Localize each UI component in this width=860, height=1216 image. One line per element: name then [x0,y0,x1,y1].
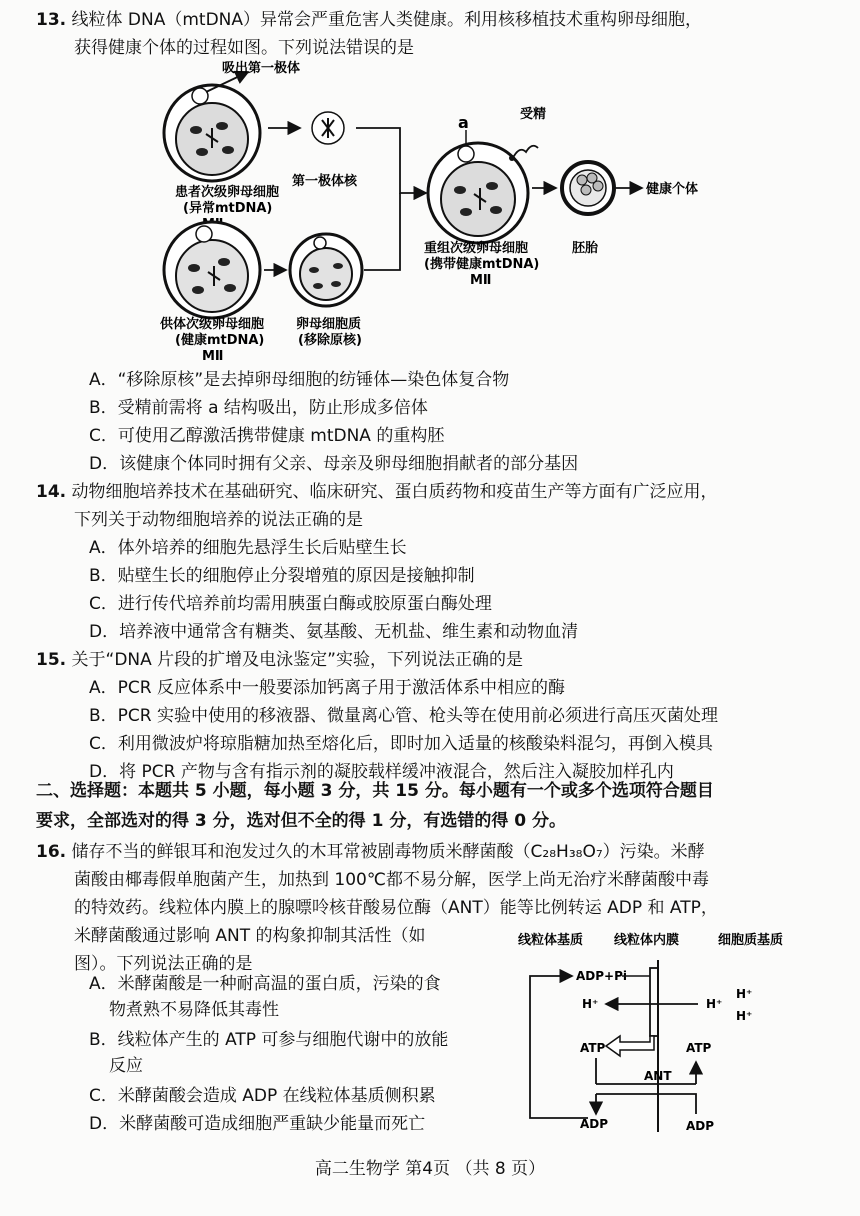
q16-stem [36,838,836,922]
q15-option-c: C．利用微波炉将琼脂糖加热至熔化后，即时加入适量的核酸染料混匀，再倒入模具 [89,734,713,754]
label-fertilize: 受精 [520,107,547,122]
q16-option-b: B．线粒体产生的 ATP 可参与细胞代谢中的放能 [89,1030,449,1050]
q16-stem-line4: 米酵菌酸通过影响 ANT 的构象抑制其活性（如 [74,926,426,946]
label-recon-3: MⅡ [470,273,492,288]
patient-oocyte-cell [164,85,260,181]
q15-option-b: B．PCR 实验中使用的移液器、微量离心管、枪头等在使用前必须进行高压灭菌处理 [89,706,718,726]
q15-option-d: D．将 PCR 产物与含有指示剂的凝胶载样缓冲液混合，然后注入凝胶加样孔内 [89,762,674,782]
cytoplasm-cell [290,234,362,306]
q15-option-a: A．PCR 反应体系中一般要添加钙离子用于激活体系中相应的酶 [89,678,565,698]
atp-synthase-channel [650,968,658,1036]
q16-figure [500,918,820,1140]
label-h-left: H⁺ [582,997,599,1011]
q13-option-b: B．受精前需将 a 结构吸出，防止形成多倍体 [89,398,428,418]
label-atp-left: ATP [580,1041,606,1055]
label-patient-1: 患者次级卵母细胞 [175,185,280,200]
q16-option-c: C．米酵菌酸会造成 ADP 在线粒体基质侧积累 [89,1086,436,1106]
label-adp-right: ADP [686,1119,715,1133]
label-healthy: 健康个体 [646,182,699,197]
label-embryo: 胚胎 [572,241,599,256]
label-a: a [458,113,469,132]
polar-body-nucleus [312,112,344,144]
label-donor-3: MⅡ [202,349,224,362]
q14-option-a: A．体外培养的细胞先悬浮生长后贴壁生长 [89,538,407,558]
label-polar-nucleus: 第一极体核 [292,174,358,189]
q13-stem-line2: 获得健康个体的过程如图。下列说法错误的是 [74,38,414,58]
label-donor-2: (健康mtDNA) [175,333,265,348]
label-h-right-1: H⁺ [736,987,753,1001]
q13-option-a: A．“移除原核”是去掉卵母细胞的纺锤体—染色体复合物 [89,370,510,390]
q16-option-a-cont: 物煮熟不易降低其毒性 [109,1000,279,1020]
label-adp-pi: ADP+Pi [576,969,628,983]
q14-stem-line2: 下列关于动物细胞培养的说法正确的是 [74,510,363,530]
q13-option-d: D．该健康个体同时拥有父亲、母亲及卵母细胞捐献者的部分基因 [89,454,579,474]
q13-number: 13. [36,10,67,30]
embryo-cell [562,162,614,214]
q14-number: 14. [36,482,67,502]
q16-option-d: D．米酵菌酸可造成细胞严重缺少能量而死亡 [89,1114,426,1134]
label-cyto-2: (移除原核) [298,333,362,348]
q15-number: 15. [36,650,67,670]
synthesis-arrow [606,1036,654,1056]
label-atp-right: ATP [686,1041,712,1055]
q16-stem-line2: 菌酸由椰毒假单胞菌产生，加热到 100℃都不易分解，医学上尚无治疗米酵菌酸中毒 [74,870,709,890]
label-recon-1: 重组次级卵母细胞 [424,241,529,256]
page-footer: 高二生物学 第4页 （共 8 页） [314,1159,546,1179]
q14-option-b: B．贴壁生长的细胞停止分裂增殖的原因是接触抑制 [89,566,475,586]
q14-stem-line1: 动物细胞培养技术在基础研究、临床研究、蛋白质药物和疫苗生产等方面有广泛应用， [71,482,718,502]
label-h-mid: H⁺ [706,997,723,1011]
section-2-line1: 二、选择题：本题共 5 小题，每小题 3 分，共 15 分。每小题有一个或多个选项符合题目 [36,781,714,801]
q16-stem-line1: 储存不当的鲜银耳和泡发过久的木耳常被剧毒物质米酵菌酸（C₂₈H₃₈O₇）污染。米酵 [71,842,705,862]
section-2-line2: 要求，全部选对的得 3 分，选对但不全的得 1 分，有选错的得 0 分。 [36,811,566,831]
label-cytosol: 细胞质基质 [718,933,784,948]
q14-option-c: C．进行传代培养前均需用胰蛋白酶或胶原蛋白酶处理 [89,594,492,614]
q13-option-c: C．可使用乙醇激活携带健康 mtDNA 的重构胚 [89,426,445,446]
label-h-right-2: H⁺ [736,1009,753,1023]
q15-stem [36,646,836,674]
label-inner-membrane: 线粒体内膜 [614,933,680,948]
q15-stem-line1: 关于“DNA 片段的扩增及电泳鉴定”实验，下列说法正确的是 [71,650,523,670]
q16-number: 16. [36,842,67,862]
label-adp-left: ADP [580,1117,609,1131]
q13-stem-line1: 线粒体 DNA（mtDNA）异常会严重危害人类健康。利用核移植技术重构卵母细胞， [71,10,703,30]
label-ant: ANT [644,1069,672,1083]
q14-stem [36,478,836,534]
donor-oocyte-cell [164,222,260,318]
q16-option-a: A．米酵菌酸是一种耐高温的蛋白质，污染的食 [89,974,441,994]
section-2-heading [36,776,836,836]
q16-option-b-cont: 反应 [109,1056,143,1076]
label-patient-2: (异常mtDNA) [183,201,273,216]
label-donor-1: 供体次级卵母细胞 [160,317,265,332]
q16-stem-line5: 图）。下列说法正确的是 [74,954,253,974]
label-cyto-1: 卵母细胞质 [296,317,362,332]
q16-stem-line3: 的特效药。线粒体内膜上的腺嘌呤核苷酸易位酶（ANT）能等比例转运 ADP 和 ATP， [74,898,718,918]
q14-option-d: D．培养液中通常含有糖类、氨基酸、无机盐、维生素和动物血清 [89,622,579,642]
label-remove-polar: 吸出第一极体 [222,61,301,76]
label-recon-2: (携带健康mtDNA) [424,257,540,272]
q13-figure [0,0,860,362]
label-matrix: 线粒体基质 [518,933,584,948]
